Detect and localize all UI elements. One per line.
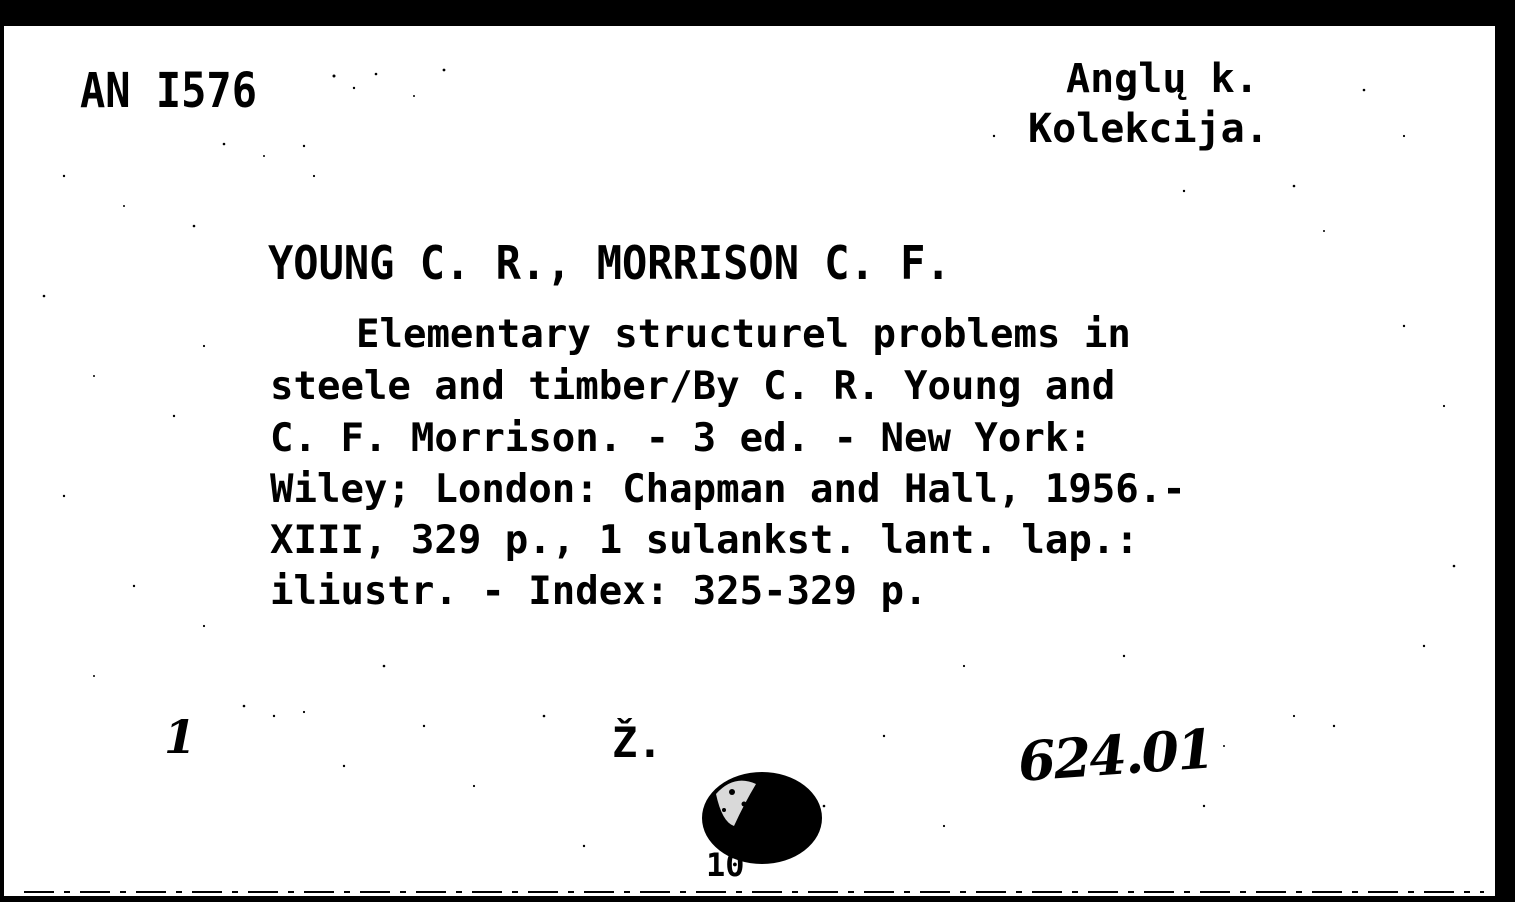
description-line: steele and timber/By C. R. Young and (270, 364, 1116, 409)
collection-label: Kolekcija. (1028, 106, 1269, 152)
description-line: iliustr. - Index: 325-329 p. (270, 569, 928, 614)
classification-number: 624.01 (1016, 716, 1215, 794)
description-line: Wiley; London: Chapman and Hall, 1956.- (270, 467, 1186, 512)
scan-border-bottom (0, 896, 1515, 902)
description-line: Elementary structurel problems in (356, 312, 1131, 357)
description-line: XIII, 329 p., 1 sulankst. lant. lap.: (270, 518, 1139, 563)
description-line: C. F. Morrison. - 3 ed. - New York: (270, 416, 1092, 461)
scan-border-right (1495, 0, 1515, 902)
accession-number: AN I576 (80, 62, 258, 119)
authors-heading: YOUNG C. R., MORRISON C. F. (268, 236, 951, 290)
stamp-number: 10 (706, 846, 745, 884)
catalog-card (4, 26, 1495, 896)
copy-count: 1 (164, 710, 197, 764)
holding-mark: Ž. (612, 718, 663, 767)
scan-border-top (0, 0, 1515, 26)
language-label: Anglų k. (1066, 56, 1259, 102)
